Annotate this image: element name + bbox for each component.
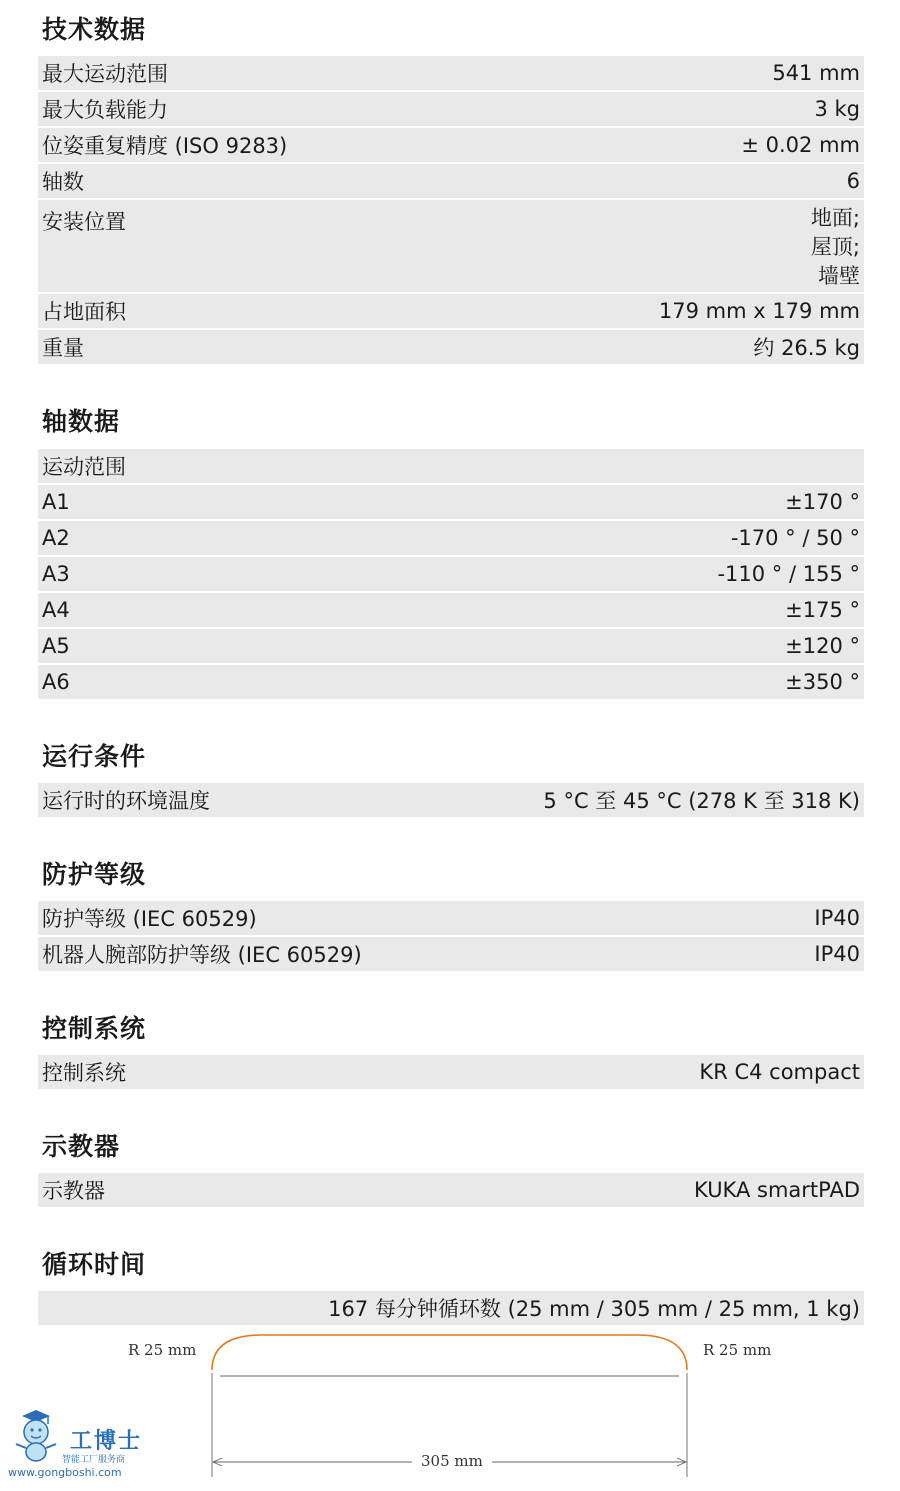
row-value: 541 mm: [772, 61, 860, 85]
table-row: [38, 56, 864, 90]
table-row: [38, 629, 864, 663]
table-row: [38, 557, 864, 591]
mount-option: 墙壁: [818, 264, 860, 288]
row-value: ±175 °: [785, 598, 860, 622]
table-row: [38, 1291, 864, 1325]
table-row: [38, 200, 864, 292]
table-row: [38, 330, 864, 364]
row-value: 5 °C 至 45 °C (278 K 至 318 K): [543, 789, 860, 813]
row-label: 控制系统: [42, 1061, 126, 1085]
row-value: IP40: [814, 942, 860, 966]
watermark-url: www.gongboshi.com: [8, 1466, 122, 1479]
row-label: A2: [42, 526, 70, 550]
row-value: ±350 °: [785, 670, 860, 694]
table-row: [38, 485, 864, 519]
row-value: 179 mm x 179 mm: [658, 299, 860, 323]
table-row: [38, 937, 864, 971]
row-value: 6: [846, 169, 860, 193]
table-row: [38, 449, 864, 483]
cycle-path-curve: [212, 1335, 687, 1370]
row-label: 位姿重复精度 (ISO 9283): [42, 134, 288, 158]
row-label: A4: [42, 598, 70, 622]
row-value: ± 0.02 mm: [741, 133, 860, 157]
row-value: 约 26.5 kg: [753, 336, 860, 360]
row-value: ±170 °: [785, 490, 860, 514]
table-row: [38, 901, 864, 935]
section-title-protection: 防护等级: [42, 860, 147, 889]
row-label: A5: [42, 634, 70, 658]
row-label: 示教器: [42, 1179, 105, 1203]
section-title-axis: 轴数据: [42, 407, 121, 436]
row-value: KR C4 compact: [699, 1060, 860, 1084]
row-label: 机器人腕部防护等级 (IEC 60529): [42, 943, 362, 967]
mount-option: 地面;: [810, 206, 860, 230]
watermark-tagline: 智能工厂服务商: [62, 1455, 126, 1465]
mascot-logo-icon: [8, 1408, 64, 1464]
table-row: [38, 128, 864, 162]
row-label: A1: [42, 490, 70, 514]
row-label: 占地面积: [42, 300, 126, 324]
row-label: A3: [42, 562, 70, 586]
section-title-pendant: 示教器: [42, 1132, 121, 1161]
row-label: 运行时的环境温度: [42, 789, 210, 813]
row-label: A6: [42, 670, 70, 694]
table-row: [38, 1055, 864, 1089]
cycle-value: 167 每分钟循环数 (25 mm / 305 mm / 25 mm, 1 kg): [328, 1297, 860, 1321]
mount-option: 屋顶;: [810, 235, 860, 259]
table-row: [38, 521, 864, 555]
table-row: [38, 92, 864, 126]
row-value: KUKA smartPAD: [693, 1178, 860, 1202]
section-title-cycle: 循环时间: [42, 1250, 147, 1279]
section-title-operating: 运行条件: [42, 742, 147, 771]
row-label: 安装位置: [42, 210, 126, 234]
table-row: [38, 665, 864, 699]
row-label: 运动范围: [42, 455, 126, 479]
row-value: 3 kg: [814, 97, 860, 121]
watermark-name: 工博士: [70, 1428, 143, 1454]
row-label: 防护等级 (IEC 60529): [42, 907, 257, 931]
width-dimension-label: 305 mm: [421, 1452, 483, 1470]
row-label: 轴数: [42, 170, 84, 194]
right-radius-label: R 25 mm: [703, 1341, 772, 1359]
section-title-tech: 技术数据: [42, 15, 147, 44]
row-value: ±120 °: [785, 634, 860, 658]
row-label: 最大运动范围: [42, 62, 168, 86]
table-row: [38, 294, 864, 328]
table-row: [38, 593, 864, 627]
left-radius-label: R 25 mm: [128, 1341, 197, 1359]
table-row: [38, 1173, 864, 1207]
row-label: 重量: [42, 336, 84, 360]
row-label: 最大负载能力: [42, 98, 168, 122]
table-row: [38, 783, 864, 817]
row-value: -110 ° / 155 °: [717, 562, 860, 586]
row-value-multiline: [811, 204, 860, 291]
row-value: -170 ° / 50 °: [730, 526, 860, 550]
section-title-control: 控制系统: [42, 1014, 147, 1043]
table-row: [38, 164, 864, 198]
row-value: IP40: [814, 906, 860, 930]
